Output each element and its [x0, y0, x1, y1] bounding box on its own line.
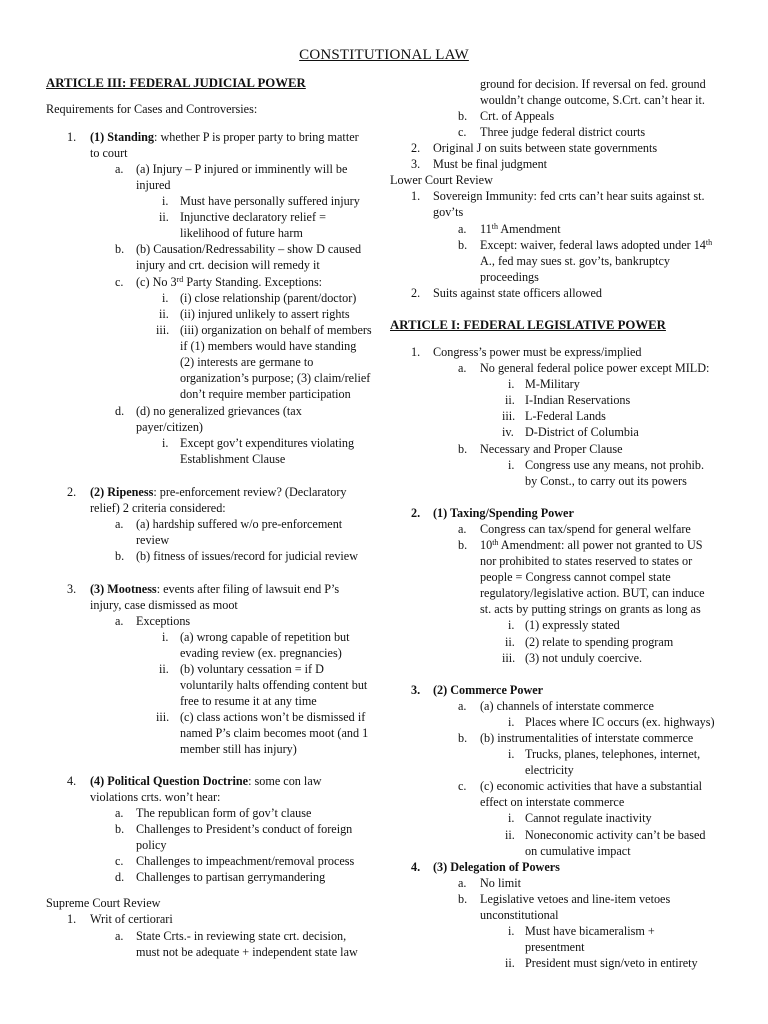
list-item: voluntarily halts offending content but: [180, 678, 368, 692]
list-item: injury and crt. decision will remedy it: [136, 258, 320, 272]
list-item: relief) 2 criteria considered:: [90, 501, 226, 515]
list-item: violations crts. won’t hear:: [90, 790, 221, 804]
list-marker: ii.: [505, 635, 515, 649]
list-item: State Crts.- in reviewing state crt. decision,: [136, 929, 347, 943]
list-marker: c.: [458, 125, 467, 139]
list-marker: a.: [458, 361, 467, 375]
list-item: nor prohibited to states reserved to states or: [480, 554, 693, 568]
list-item: Challenges to impeachment/removal process: [136, 854, 355, 868]
list-item: Noneconomic activity can’t be based: [525, 828, 706, 842]
list-item: Original J on suits between state governments: [433, 141, 658, 155]
list-marker: 3.: [411, 157, 421, 171]
list-item: (a) wrong capable of repetition but: [180, 630, 350, 644]
list-marker: a.: [115, 806, 124, 820]
list-marker: i.: [162, 436, 169, 450]
section-title: (1) Taxing/Spending Power: [433, 506, 574, 520]
list-marker: c.: [115, 275, 124, 289]
list-item: Congress can tax/spend for general welfare: [480, 522, 691, 536]
requirements-label: Requirements for Cases and Controversies:: [46, 102, 258, 116]
list-item: Establishment Clause: [180, 452, 286, 466]
list-marker: b.: [458, 538, 468, 552]
list-item: member still has injury): [180, 742, 297, 756]
list-item: (b) Causation/Redressability – show D caused: [136, 242, 362, 256]
list-marker: 3.: [411, 683, 421, 697]
list-marker: b.: [458, 109, 468, 123]
list-item: L-Federal Lands: [525, 409, 606, 423]
list-marker: ii.: [159, 307, 169, 321]
list-marker: b.: [115, 549, 125, 563]
list-item: A., fed may sues st. gov’ts, bankruptcy: [480, 254, 671, 268]
list-item: (d) no generalized grievances (tax: [136, 404, 302, 418]
list-item: D-District of Columbia: [525, 425, 639, 439]
list-marker: iii.: [502, 651, 516, 665]
list-item: (i) close relationship (parent/doctor): [180, 291, 357, 305]
list-item: Congress’s power must be express/implied: [433, 345, 642, 359]
list-item: Congress use any means, not prohib.: [525, 458, 705, 472]
list-item: Injunctive declaratory relief =: [180, 210, 326, 224]
list-marker: a.: [458, 876, 467, 890]
list-marker: 2.: [411, 286, 421, 300]
list-item: evading review (ex. pregnancies): [180, 646, 342, 660]
list-item: (1) Standing: whether P is proper party to bring matter: [90, 130, 359, 144]
list-item: Except gov’t expenditures violating: [180, 436, 355, 450]
list-marker: a.: [458, 222, 467, 236]
list-item: electricity: [525, 763, 574, 777]
list-marker: iii.: [156, 710, 170, 724]
list-item: Trucks, planes, telephones, internet,: [525, 747, 701, 761]
list-item: (b) voluntary cessation = if D: [180, 662, 324, 676]
list-item: No limit: [480, 876, 521, 890]
list-marker: i.: [162, 194, 169, 208]
list-item: M-Military: [525, 377, 580, 391]
list-item: Sovereign Immunity: fed crts can’t hear suits against st.: [433, 189, 705, 203]
list-marker: ii.: [505, 393, 515, 407]
list-item: effect on interstate commerce: [480, 795, 625, 809]
list-marker: i.: [508, 618, 515, 632]
list-item: 11th Amendment: [480, 222, 561, 236]
list-marker: ii.: [159, 662, 169, 676]
list-marker: i.: [162, 291, 169, 305]
list-marker: ii.: [159, 210, 169, 224]
list-item: (3) Mootness: events after filing of lawsuit end P’s: [90, 582, 340, 596]
list-item: Suits against state officers allowed: [433, 286, 603, 300]
list-marker: c.: [115, 854, 124, 868]
list-marker: 3.: [67, 582, 77, 596]
list-item: (2) Ripeness: pre-enforcement review? (Declaratory: [90, 485, 347, 499]
list-item: Crt. of Appeals: [480, 109, 555, 123]
list-item: (3) not unduly coercive.: [525, 651, 643, 665]
list-item: Exceptions: [136, 614, 191, 628]
list-marker: a.: [115, 929, 124, 943]
list-marker: 2.: [411, 506, 421, 520]
section-heading: Supreme Court Review: [46, 896, 161, 910]
list-marker: 2.: [411, 141, 421, 155]
list-item: (1) expressly stated: [525, 618, 620, 632]
list-item: by Const., to carry out its powers: [525, 474, 687, 488]
list-item: wouldn’t change outcome, S.Crt. can’t hear it.: [480, 93, 705, 107]
list-item: Three judge federal district courts: [480, 125, 646, 139]
list-item: Cannot regulate inactivity: [525, 811, 652, 825]
list-item: Legislative vetoes and line-item vetoes: [480, 892, 671, 906]
list-item: (a) channels of interstate commerce: [480, 699, 654, 713]
list-item: Must be final judgment: [433, 157, 548, 171]
list-item: don’t require member participation: [180, 387, 351, 401]
list-item: gov’ts: [433, 205, 464, 219]
list-marker: a.: [115, 162, 124, 176]
list-marker: b.: [458, 892, 468, 906]
list-marker: b.: [115, 822, 125, 836]
list-marker: 2.: [67, 485, 77, 499]
list-item: Challenges to President’s conduct of foreign: [136, 822, 353, 836]
list-marker: i.: [508, 715, 515, 729]
list-item: to court: [90, 146, 128, 160]
list-item: (a) Injury – P injured or imminently will be: [136, 162, 348, 176]
list-item: likelihood of future harm: [180, 226, 303, 240]
list-item: people = Congress cannot compel state: [480, 570, 671, 584]
list-item: presentment: [525, 940, 585, 954]
list-item: (c) economic activities that have a substantial: [480, 779, 702, 793]
list-item: No general federal police power except MILD:: [480, 361, 710, 375]
article-1-heading: ARTICLE I: FEDERAL LEGISLATIVE POWER: [390, 318, 666, 332]
list-marker: i.: [508, 747, 515, 761]
list-item: injury, case dismissed as moot: [90, 598, 238, 612]
list-marker: 1.: [411, 345, 421, 359]
list-item: must not be adequate + independent state law: [136, 945, 358, 959]
list-item: st. acts by putting strings on grants as long as: [480, 602, 701, 616]
list-item: review: [136, 533, 170, 547]
list-item: (b) fitness of issues/record for judicial review: [136, 549, 359, 563]
list-marker: b.: [458, 442, 468, 456]
list-marker: 4.: [411, 860, 421, 874]
list-item: Except: waiver, federal laws adopted under 14th: [480, 238, 713, 252]
list-marker: d.: [115, 404, 125, 418]
list-marker: 1.: [67, 130, 77, 144]
list-marker: iii.: [502, 409, 516, 423]
list-marker: a.: [115, 517, 124, 531]
list-marker: iii.: [156, 323, 170, 337]
list-marker: i.: [508, 458, 515, 472]
list-item: ground for decision. If reversal on fed. ground: [480, 77, 706, 91]
list-item: named P’s claim becomes moot (and 1: [180, 726, 369, 740]
list-item: (2) interests are germane to: [180, 355, 314, 369]
list-item: (c) class actions won’t be dismissed if: [180, 710, 366, 724]
list-item: (a) hardship suffered w/o pre-enforcement: [136, 517, 343, 531]
list-marker: b.: [458, 731, 468, 745]
list-marker: 1.: [411, 189, 421, 203]
list-marker: c.: [458, 779, 467, 793]
list-item: (iii) organization on behalf of members: [180, 323, 372, 337]
list-marker: i.: [508, 811, 515, 825]
list-item: Challenges to partisan gerrymandering: [136, 870, 326, 884]
list-item: I-Indian Reservations: [525, 393, 631, 407]
article-3-heading: ARTICLE III: FEDERAL JUDICIAL POWER: [46, 76, 306, 90]
list-item: Necessary and Proper Clause: [480, 442, 623, 456]
list-marker: 4.: [67, 774, 77, 788]
list-marker: a.: [458, 699, 467, 713]
list-item: Must have personally suffered injury: [180, 194, 360, 208]
list-marker: a.: [458, 522, 467, 536]
list-item: Places where IC occurs (ex. highways): [525, 715, 715, 729]
list-item: payer/citizen): [136, 420, 203, 434]
list-item: (c) No 3rd Party Standing. Exceptions:: [136, 275, 323, 289]
list-marker: b.: [458, 238, 468, 252]
list-item: The republican form of gov’t clause: [136, 806, 312, 820]
list-item: regulatory/legislative action. BUT, can induce: [480, 586, 705, 600]
list-marker: ii.: [505, 828, 515, 842]
section-heading: Lower Court Review: [390, 173, 493, 187]
list-item: (4) Political Question Doctrine: some con law: [90, 774, 322, 788]
list-item: 10th Amendment: all power not granted to US: [480, 538, 703, 552]
list-item: President must sign/veto in entirety: [525, 956, 698, 970]
list-item: (b) instrumentalities of interstate commerce: [480, 731, 694, 745]
page-title: CONSTITUTIONAL LAW: [299, 47, 469, 63]
list-marker: i.: [508, 377, 515, 391]
list-item: injured: [136, 178, 171, 192]
list-item: Must have bicameralism +: [525, 924, 655, 938]
list-item: unconstitutional: [480, 908, 559, 922]
list-item: (2) relate to spending program: [525, 635, 674, 649]
list-marker: b.: [115, 242, 125, 256]
section-title: (2) Commerce Power: [433, 683, 544, 697]
list-marker: 1.: [67, 912, 77, 926]
list-item: Writ of certiorari: [90, 912, 173, 926]
list-item: organization’s purpose; (3) claim/relief: [180, 371, 371, 385]
list-item: proceedings: [480, 270, 539, 284]
list-item: free to resume it at any time: [180, 694, 317, 708]
list-item: (ii) injured unlikely to assert rights: [180, 307, 350, 321]
list-marker: iv.: [502, 425, 514, 439]
section-title: (3) Delegation of Powers: [433, 860, 560, 874]
list-item: on cumulative impact: [525, 844, 631, 858]
list-marker: ii.: [505, 956, 515, 970]
list-marker: i.: [508, 924, 515, 938]
list-item: if (1) members would have standing: [180, 339, 357, 353]
list-marker: d.: [115, 870, 125, 884]
list-marker: a.: [115, 614, 124, 628]
list-item: policy: [136, 838, 167, 852]
list-marker: i.: [162, 630, 169, 644]
